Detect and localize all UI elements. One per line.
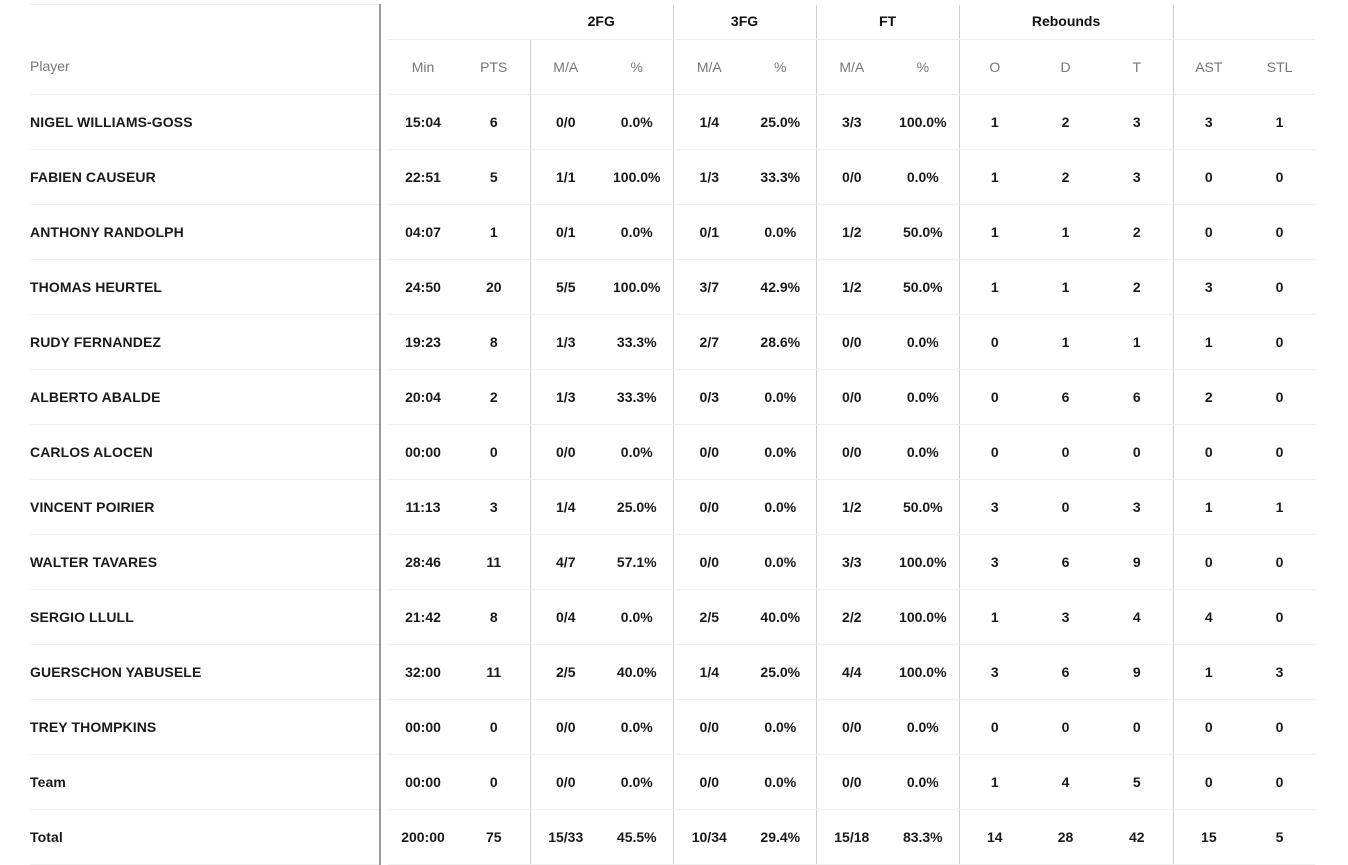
- row-gap: [380, 534, 388, 589]
- stat-fg3-pct: 0.0%: [745, 479, 816, 534]
- column-header-ft-pct[interactable]: %: [887, 39, 959, 94]
- stat-ft-pct: 100.0%: [887, 94, 959, 149]
- stat-fg2-pct: 45.5%: [601, 809, 673, 864]
- table-row: [30, 809, 1315, 864]
- boxscore-table-container: [30, 4, 1308, 865]
- stat-pts: 2: [458, 369, 530, 424]
- stat-reb-d: 28: [1030, 809, 1101, 864]
- stat-ast: 1: [1173, 314, 1244, 369]
- row-gap: [380, 259, 388, 314]
- stat-ast: 4: [1173, 589, 1244, 644]
- stat-fg2-pct: 0.0%: [601, 754, 673, 809]
- stat-reb-d: 0: [1030, 424, 1101, 479]
- player-name[interactable]: VINCENT POIRIER: [30, 479, 380, 534]
- table-row: [30, 479, 1315, 534]
- stat-min: 24:50: [388, 259, 458, 314]
- stat-fg2-ma: 4/7: [530, 534, 601, 589]
- column-header-2fg-ma[interactable]: M/A: [530, 39, 601, 94]
- stat-ast: 0: [1173, 424, 1244, 479]
- stat-reb-d: 2: [1030, 94, 1101, 149]
- stat-reb-d: 1: [1030, 204, 1101, 259]
- stat-pts: 20: [458, 259, 530, 314]
- stat-fg3-ma: 0/0: [673, 699, 745, 754]
- stat-fg3-ma: 0/0: [673, 754, 745, 809]
- stat-ft-pct: 0.0%: [887, 369, 959, 424]
- stat-fg3-ma: 0/0: [673, 479, 745, 534]
- stat-fg2-pct: 57.1%: [601, 534, 673, 589]
- stat-fg2-ma: 1/4: [530, 479, 601, 534]
- stat-reb-d: 0: [1030, 699, 1101, 754]
- stat-reb-o: 0: [959, 699, 1030, 754]
- stat-stl: 0: [1244, 424, 1315, 479]
- stat-pts: 75: [458, 809, 530, 864]
- table-body: [30, 94, 1315, 864]
- stat-fg3-pct: 0.0%: [745, 204, 816, 259]
- column-header-stl[interactable]: STL: [1244, 39, 1315, 94]
- stat-ft-pct: 0.0%: [887, 314, 959, 369]
- stat-reb-o: 3: [959, 644, 1030, 699]
- stat-fg3-pct: 0.0%: [745, 699, 816, 754]
- stat-min: 28:46: [388, 534, 458, 589]
- stat-fg2-ma: 2/5: [530, 644, 601, 699]
- stat-min: 200:00: [388, 809, 458, 864]
- stat-reb-t: 4: [1101, 589, 1173, 644]
- stat-pts: 3: [458, 479, 530, 534]
- table-row: [30, 369, 1315, 424]
- stat-pts: 8: [458, 589, 530, 644]
- column-header-reb-o[interactable]: O: [959, 39, 1030, 94]
- stat-stl: 0: [1244, 369, 1315, 424]
- stat-min: 15:04: [388, 94, 458, 149]
- stat-reb-o: 1: [959, 204, 1030, 259]
- stat-stl: 0: [1244, 754, 1315, 809]
- stat-stl: 0: [1244, 534, 1315, 589]
- stat-fg3-pct: 0.0%: [745, 424, 816, 479]
- stat-fg3-pct: 40.0%: [745, 589, 816, 644]
- stat-fg2-ma: 0/4: [530, 589, 601, 644]
- stat-fg3-ma: 1/4: [673, 94, 745, 149]
- stat-ft-pct: 0.0%: [887, 424, 959, 479]
- stat-ast: 3: [1173, 94, 1244, 149]
- stat-fg2-pct: 40.0%: [601, 644, 673, 699]
- stat-pts: 11: [458, 644, 530, 699]
- group-header-blank: [30, 5, 380, 40]
- stat-stl: 1: [1244, 479, 1315, 534]
- stat-reb-t: 0: [1101, 699, 1173, 754]
- stat-ft-pct: 0.0%: [887, 149, 959, 204]
- stat-ft-pct: 83.3%: [887, 809, 959, 864]
- stat-fg2-pct: 0.0%: [601, 94, 673, 149]
- group-header-2fg: 2FG: [530, 5, 673, 40]
- stat-reb-t: 42: [1101, 809, 1173, 864]
- stat-min: 00:00: [388, 424, 458, 479]
- group-header-blank: [388, 5, 530, 40]
- stat-pts: 0: [458, 754, 530, 809]
- stat-ft-ma: 0/0: [816, 699, 887, 754]
- table-row: [30, 644, 1315, 699]
- stat-reb-t: 2: [1101, 204, 1173, 259]
- stat-min: 32:00: [388, 644, 458, 699]
- stat-reb-o: 0: [959, 369, 1030, 424]
- row-gap: [380, 644, 388, 699]
- stat-reb-o: 1: [959, 94, 1030, 149]
- column-header-2fg-pct[interactable]: %: [601, 39, 673, 94]
- stat-reb-o: 3: [959, 479, 1030, 534]
- stat-stl: 0: [1244, 589, 1315, 644]
- stat-reb-t: 3: [1101, 149, 1173, 204]
- table-row: [30, 149, 1315, 204]
- row-gap: [380, 754, 388, 809]
- row-gap: [380, 94, 388, 149]
- stat-stl: 5: [1244, 809, 1315, 864]
- row-gap: [380, 314, 388, 369]
- stat-ast: 0: [1173, 149, 1244, 204]
- stat-reb-d: 1: [1030, 259, 1101, 314]
- stat-min: 04:07: [388, 204, 458, 259]
- column-header-reb-d[interactable]: D: [1030, 39, 1101, 94]
- stat-fg2-ma: 1/3: [530, 314, 601, 369]
- stat-fg3-ma: 2/5: [673, 589, 745, 644]
- stat-min: 20:04: [388, 369, 458, 424]
- stat-ft-pct: 50.0%: [887, 204, 959, 259]
- stat-fg3-pct: 33.3%: [745, 149, 816, 204]
- stat-reb-d: 0: [1030, 479, 1101, 534]
- row-gap: [380, 589, 388, 644]
- player-name[interactable]: TREY THOMPKINS: [30, 699, 380, 754]
- stat-ft-ma: 4/4: [816, 644, 887, 699]
- stat-ft-ma: 0/0: [816, 424, 887, 479]
- stat-pts: 0: [458, 699, 530, 754]
- stat-reb-o: 1: [959, 259, 1030, 314]
- stat-fg2-ma: 0/1: [530, 204, 601, 259]
- stat-ft-pct: 100.0%: [887, 644, 959, 699]
- stat-reb-t: 0: [1101, 424, 1173, 479]
- group-header-rebounds: Rebounds: [959, 5, 1173, 40]
- column-header-3fg-pct[interactable]: %: [745, 39, 816, 94]
- stat-fg3-ma: 0/1: [673, 204, 745, 259]
- table-row: [30, 204, 1315, 259]
- column-header-ft-ma[interactable]: M/A: [816, 39, 887, 94]
- stat-fg3-ma: 0/3: [673, 369, 745, 424]
- stat-reb-o: 1: [959, 149, 1030, 204]
- stat-ft-ma: 1/2: [816, 204, 887, 259]
- stat-pts: 6: [458, 94, 530, 149]
- stat-fg2-ma: 0/0: [530, 94, 601, 149]
- stat-fg2-pct: 100.0%: [601, 259, 673, 314]
- stat-min: 11:13: [388, 479, 458, 534]
- stat-stl: 0: [1244, 699, 1315, 754]
- stat-fg3-pct: 28.6%: [745, 314, 816, 369]
- group-header-3fg: 3FG: [673, 5, 816, 40]
- stat-fg2-ma: 15/33: [530, 809, 601, 864]
- stat-pts: 5: [458, 149, 530, 204]
- stat-fg2-ma: 0/0: [530, 424, 601, 479]
- stat-reb-o: 3: [959, 534, 1030, 589]
- stat-ft-ma: 1/2: [816, 259, 887, 314]
- stat-fg2-pct: 0.0%: [601, 699, 673, 754]
- stat-reb-d: 2: [1030, 149, 1101, 204]
- stat-reb-d: 4: [1030, 754, 1101, 809]
- stat-pts: 0: [458, 424, 530, 479]
- stat-fg3-pct: 0.0%: [745, 369, 816, 424]
- table-header: [30, 5, 1315, 95]
- stat-reb-t: 2: [1101, 259, 1173, 314]
- player-name[interactable]: WALTER TAVARES: [30, 534, 380, 589]
- stat-fg2-ma: 1/1: [530, 149, 601, 204]
- stat-fg2-ma: 0/0: [530, 754, 601, 809]
- column-header-pts[interactable]: PTS: [458, 39, 530, 94]
- stat-fg3-ma: 2/7: [673, 314, 745, 369]
- stat-fg3-pct: 0.0%: [745, 754, 816, 809]
- column-header-row: [30, 39, 1315, 94]
- table-row: [30, 754, 1315, 809]
- stat-ft-ma: 1/2: [816, 479, 887, 534]
- stat-reb-o: 14: [959, 809, 1030, 864]
- stat-ft-ma: 15/18: [816, 809, 887, 864]
- stat-reb-t: 6: [1101, 369, 1173, 424]
- player-name[interactable]: THOMAS HEURTEL: [30, 259, 380, 314]
- stat-fg2-pct: 33.3%: [601, 314, 673, 369]
- stat-fg3-pct: 42.9%: [745, 259, 816, 314]
- stat-min: 19:23: [388, 314, 458, 369]
- stat-pts: 8: [458, 314, 530, 369]
- stat-fg3-ma: 3/7: [673, 259, 745, 314]
- column-header-3fg-ma[interactable]: M/A: [673, 39, 745, 94]
- table-row: [30, 94, 1315, 149]
- stat-ft-ma: 3/3: [816, 534, 887, 589]
- boxscore-table: [30, 4, 1315, 865]
- table-row: [30, 589, 1315, 644]
- stat-fg2-pct: 33.3%: [601, 369, 673, 424]
- row-gap: [380, 424, 388, 479]
- stat-reb-d: 6: [1030, 369, 1101, 424]
- player-name[interactable]: SERGIO LLULL: [30, 589, 380, 644]
- stat-fg2-pct: 0.0%: [601, 204, 673, 259]
- table-row: [30, 259, 1315, 314]
- stat-ft-pct: 100.0%: [887, 534, 959, 589]
- stat-ast: 0: [1173, 204, 1244, 259]
- stat-ast: 1: [1173, 644, 1244, 699]
- player-name[interactable]: NIGEL WILLIAMS-GOSS: [30, 94, 380, 149]
- stat-fg2-pct: 0.0%: [601, 589, 673, 644]
- stat-ft-ma: 2/2: [816, 589, 887, 644]
- stat-ast: 15: [1173, 809, 1244, 864]
- stat-fg2-ma: 1/3: [530, 369, 601, 424]
- stat-min: 00:00: [388, 754, 458, 809]
- stat-reb-t: 3: [1101, 94, 1173, 149]
- column-header-ast[interactable]: AST: [1173, 39, 1244, 94]
- player-name[interactable]: ANTHONY RANDOLPH: [30, 204, 380, 259]
- stat-ft-ma: 0/0: [816, 314, 887, 369]
- table-row: [30, 699, 1315, 754]
- stat-fg2-pct: 0.0%: [601, 424, 673, 479]
- column-header-reb-t[interactable]: T: [1101, 39, 1173, 94]
- player-name[interactable]: RUDY FERNANDEZ: [30, 314, 380, 369]
- stat-reb-o: 1: [959, 754, 1030, 809]
- stat-ft-ma: 3/3: [816, 94, 887, 149]
- stat-ast: 1: [1173, 479, 1244, 534]
- stat-fg2-ma: 5/5: [530, 259, 601, 314]
- stat-fg3-ma: 0/0: [673, 534, 745, 589]
- stat-min: 21:42: [388, 589, 458, 644]
- table-row: [30, 424, 1315, 479]
- stat-ast: 0: [1173, 534, 1244, 589]
- table-row: [30, 314, 1315, 369]
- stat-fg2-pct: 100.0%: [601, 149, 673, 204]
- group-header-gap: [380, 5, 388, 40]
- column-header-min[interactable]: Min: [388, 39, 458, 94]
- table-row: [30, 534, 1315, 589]
- row-gap: [380, 149, 388, 204]
- stat-fg3-ma: 0/0: [673, 424, 745, 479]
- stat-pts: 11: [458, 534, 530, 589]
- stat-reb-d: 1: [1030, 314, 1101, 369]
- stat-min: 00:00: [388, 699, 458, 754]
- column-header-gap: [380, 39, 388, 94]
- stat-fg3-ma: 10/34: [673, 809, 745, 864]
- stat-reb-t: 9: [1101, 644, 1173, 699]
- stat-reb-t: 1: [1101, 314, 1173, 369]
- stat-ft-pct: 0.0%: [887, 754, 959, 809]
- stat-ft-pct: 0.0%: [887, 699, 959, 754]
- stat-stl: 0: [1244, 204, 1315, 259]
- stat-stl: 0: [1244, 314, 1315, 369]
- stat-reb-t: 3: [1101, 479, 1173, 534]
- column-header-player[interactable]: Player: [30, 39, 380, 94]
- stat-ft-pct: 50.0%: [887, 259, 959, 314]
- stat-fg3-pct: 25.0%: [745, 644, 816, 699]
- stat-ast: 0: [1173, 754, 1244, 809]
- stat-pts: 1: [458, 204, 530, 259]
- stat-stl: 3: [1244, 644, 1315, 699]
- row-gap: [380, 479, 388, 534]
- stat-reb-t: 5: [1101, 754, 1173, 809]
- stat-reb-t: 9: [1101, 534, 1173, 589]
- player-name[interactable]: CARLOS ALOCEN: [30, 424, 380, 479]
- player-name[interactable]: FABIEN CAUSEUR: [30, 149, 380, 204]
- stat-fg2-ma: 0/0: [530, 699, 601, 754]
- stat-ft-ma: 0/0: [816, 369, 887, 424]
- stat-reb-o: 0: [959, 424, 1030, 479]
- stat-ft-ma: 0/0: [816, 149, 887, 204]
- stat-fg3-pct: 29.4%: [745, 809, 816, 864]
- stat-reb-o: 0: [959, 314, 1030, 369]
- stat-stl: 1: [1244, 94, 1315, 149]
- stat-ft-pct: 50.0%: [887, 479, 959, 534]
- stat-reb-o: 1: [959, 589, 1030, 644]
- group-header-blank: [1173, 5, 1315, 40]
- row-gap: [380, 369, 388, 424]
- row-gap: [380, 204, 388, 259]
- stat-stl: 0: [1244, 149, 1315, 204]
- stat-fg3-ma: 1/4: [673, 644, 745, 699]
- player-name[interactable]: Team: [30, 754, 380, 809]
- stat-reb-d: 6: [1030, 644, 1101, 699]
- stat-stl: 0: [1244, 259, 1315, 314]
- stat-fg2-pct: 25.0%: [601, 479, 673, 534]
- stat-reb-d: 6: [1030, 534, 1101, 589]
- stat-ast: 2: [1173, 369, 1244, 424]
- stat-ft-pct: 100.0%: [887, 589, 959, 644]
- stat-ft-ma: 0/0: [816, 754, 887, 809]
- stat-ast: 0: [1173, 699, 1244, 754]
- stat-fg3-ma: 1/3: [673, 149, 745, 204]
- group-header-row: [30, 5, 1315, 40]
- stat-min: 22:51: [388, 149, 458, 204]
- player-name[interactable]: ALBERTO ABALDE: [30, 369, 380, 424]
- stat-fg3-pct: 0.0%: [745, 534, 816, 589]
- player-name[interactable]: GUERSCHON YABUSELE: [30, 644, 380, 699]
- stat-fg3-pct: 25.0%: [745, 94, 816, 149]
- stat-ast: 3: [1173, 259, 1244, 314]
- row-gap: [380, 809, 388, 864]
- player-name[interactable]: Total: [30, 809, 380, 864]
- group-header-ft: FT: [816, 5, 959, 40]
- row-gap: [380, 699, 388, 754]
- stat-reb-d: 3: [1030, 589, 1101, 644]
